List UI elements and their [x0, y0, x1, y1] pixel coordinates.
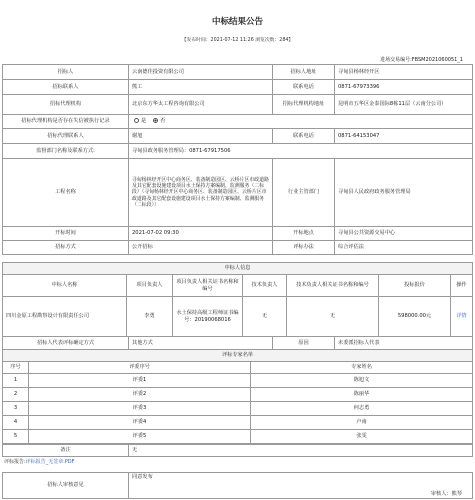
winner-col-price: 投标报价 — [379, 275, 451, 297]
winner-col-action: 操作 — [451, 275, 473, 297]
remark-label: 备注 — [3, 445, 129, 457]
opinion-table — [2, 472, 473, 499]
winner-pm: 李勇 — [127, 297, 173, 337]
expert-row-no: 2 — [3, 388, 29, 402]
bid-method-label: 招标方式 — [3, 241, 129, 255]
winner-name: 四川金原工程勘察设计有限责任公司 — [3, 297, 127, 337]
agent-phone-label: 联系电话 — [273, 129, 335, 144]
buyer-phone-label: 联系电话 — [273, 80, 335, 95]
report-file-link[interactable]: 评标报告_无签章.PDF — [25, 459, 75, 465]
winner-col-tech: 技术负责人 — [243, 275, 287, 297]
report-label: 评标报告: — [4, 459, 26, 465]
project-label: 工程名称 — [3, 159, 129, 227]
winner-col-pm-cert: 项目负责人相关证书名称和编号 — [173, 275, 243, 297]
expert-row-seq: 评委2 — [29, 388, 251, 402]
radio-no-label: 否 — [160, 118, 166, 125]
expert-section-title: 评标专家名单 — [3, 350, 473, 362]
remark-value: 无 — [129, 445, 473, 457]
eval-method-label: 评标办法 — [273, 241, 335, 255]
opinion-value: 同意发布 — [132, 474, 153, 480]
supervisor-value: 寻甸县政务服务管理局：0871-67917506 — [129, 144, 473, 159]
decl-value: 其他方式 — [129, 337, 273, 350]
reason-label: 原因 — [273, 337, 335, 350]
buyer-addr-value: 寻甸县杨林经开区 — [335, 65, 473, 80]
expert-row-no: 4 — [3, 416, 29, 430]
agent-label: 招标代理机构 — [3, 95, 129, 115]
agent-contact-value: 谢旭 — [129, 129, 273, 144]
industry-value: 寻甸县人民政府政务服务管理局 — [335, 159, 473, 227]
expert-row-seq: 评委4 — [29, 416, 251, 430]
radio-no[interactable] — [153, 118, 158, 123]
opinion-cell — [129, 473, 473, 499]
expert-row-seq: 评委1 — [29, 374, 251, 388]
decl-table — [2, 336, 473, 350]
buyer-value: 云南德佳投资有限公司 — [129, 65, 273, 80]
buyer-addr-label: 招标人地址 — [273, 65, 335, 80]
winner-col-pm: 项目负责人 — [127, 275, 173, 297]
publish-meta: 【发布时间：2021-07-12 11:26 浏览次数：284】 — [181, 38, 294, 43]
expert-row-name: 张雯 — [251, 430, 473, 444]
buyer-label: 招标人 — [3, 65, 129, 80]
agent-bad-label: 招标代理机构是否存在失信被执行记录 — [3, 115, 129, 129]
trade-number: 进场交易编号:FBSM2021060051_1 — [380, 57, 463, 63]
opinion-label: 招标人审核意见 — [3, 473, 129, 499]
expert-row-name: 何志勇 — [251, 402, 473, 416]
winner-tech-cert: 无 — [287, 297, 379, 337]
expert-row-no: 3 — [3, 402, 29, 416]
expert-col-seq: 评委序号 — [29, 362, 251, 374]
winner-col-name: 中标人名称 — [3, 275, 127, 297]
bid-method-value: 公开招标 — [129, 241, 273, 255]
agent-addr-value: 昆明市五华区金泰国际8栋11层（云南分公司） — [335, 95, 473, 115]
expert-col-no: 序号 — [3, 362, 29, 374]
expert-row-seq: 评委5 — [29, 430, 251, 444]
industry-label: 行业主管部门 — [273, 159, 335, 227]
agent-bad-options — [129, 115, 473, 129]
report-row — [4, 459, 75, 465]
eval-method-value: 综合评估法 — [335, 241, 473, 255]
winner-tech: 无 — [243, 297, 287, 337]
remark-table — [2, 444, 473, 457]
expert-row-no: 5 — [3, 430, 29, 444]
decl-label: 招标人代表评标确定方式 — [3, 337, 129, 350]
expert-row-name: 卢南 — [251, 416, 473, 430]
project-value: 寻甸杨林经开区中心商务区、装备制造园区、云桥片区市政道路及其它配套设施建设项目水土保持方案编制、监测服务（二标段）（寻甸杨林经开区中心商务区、装备制造园区、云桥片区市政道路及其它配套设施建设项目水土保持方案编制、监测服务（二标段）） — [129, 159, 273, 227]
expert-col-name: 专家姓名 — [251, 362, 473, 374]
agent-phone-value: 0871-64153047 — [335, 129, 473, 144]
radio-yes-label: 是 — [141, 118, 147, 125]
winner-table — [2, 262, 473, 337]
buyer-phone-value: 0871-67973396 — [335, 80, 473, 95]
winner-detail-link[interactable]: 详情 — [451, 297, 473, 337]
open-place-value: 寻甸县公共资源交易中心 — [335, 227, 473, 241]
page-title: 中标结果公告 — [211, 17, 263, 27]
agent-contact-label: 招标代理联系人 — [3, 129, 129, 144]
expert-table — [2, 349, 473, 444]
reviewer: 审核人：熊琴 — [430, 490, 462, 497]
winner-col-tech-cert: 技术负责人相关证书名称和编号 — [287, 275, 379, 297]
winner-section-title: 中标人信息 — [3, 263, 473, 275]
winner-pm-cert: 水土保持高级工程师证书编号：20190068016 — [173, 297, 243, 337]
buyer-contact-label: 招标联系人 — [3, 80, 129, 95]
agent-addr-label: 招标代理机构地址 — [273, 95, 335, 115]
radio-yes[interactable] — [134, 118, 139, 123]
expert-row-no: 1 — [3, 374, 29, 388]
winner-price: 598000.00元 — [379, 297, 451, 337]
buyer-contact-value: 熊工 — [129, 80, 273, 95]
expert-row-seq: 评委3 — [29, 402, 251, 416]
agent-value: 北京东方华太工程咨询有限公司 — [129, 95, 273, 115]
open-time-value: 2021-07-02 09:30 — [129, 227, 273, 241]
expert-row-name: 陈旭文 — [251, 374, 473, 388]
open-place-label: 开标地点 — [273, 227, 335, 241]
info-table — [2, 64, 473, 255]
expert-row-name: 陈丽华 — [251, 388, 473, 402]
reason-value: 未委派招标人代表 — [335, 337, 473, 350]
open-time-label: 开标时间 — [3, 227, 129, 241]
supervisor-label: 监督部门名称及联系方式: — [3, 144, 129, 159]
